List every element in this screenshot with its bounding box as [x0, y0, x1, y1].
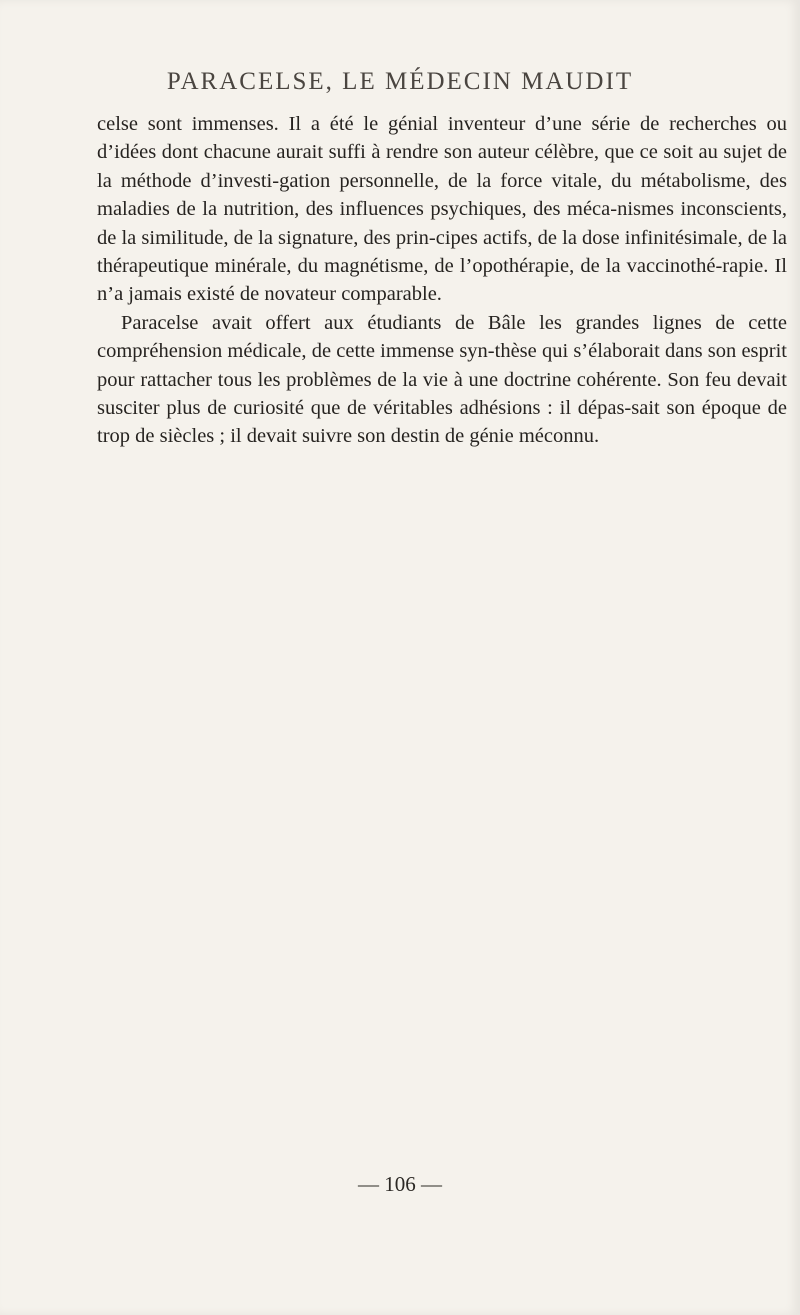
body-text — [97, 110, 787, 451]
paragraph-1: celse sont immenses. Il a été le génial inventeur d’une série de recherches ou d’idées dont chacune aurait suffi à rendre son auteur célèbre, que ce soit au sujet de la méthode d’investi-gation personnelle, de la force vitale, du métabolisme, des maladies de la nutrition, des influences psychiques, des méca-nismes inconscients, de la similitude, de la signature, des prin-cipes actifs, de la dose infinitésimale, de la thérapeutique minérale, du magnétisme, de l’opothérapie, de la vaccinothé-rapie. Il n’a jamais existé de novateur comparable. — [97, 113, 787, 306]
page-number: — 106 — — [358, 1172, 442, 1196]
paragraph-2: Paracelse avait offert aux étudiants de Bâle les grandes lignes de cette compréhension médicale, de cette immense syn-thèse qui s’élaborait dans son esprit pour rattacher tous les problèmes de la vie à une doctrine cohérente. Son feu devait susciter plus de curiosité que de véritables adhésions : il dépas-sait son époque de trop de siècles ; il devait suivre son destin de génie méconnu. — [97, 311, 787, 448]
running-head: PARACELSE, LE MÉDECIN MAUDIT — [166, 68, 634, 95]
